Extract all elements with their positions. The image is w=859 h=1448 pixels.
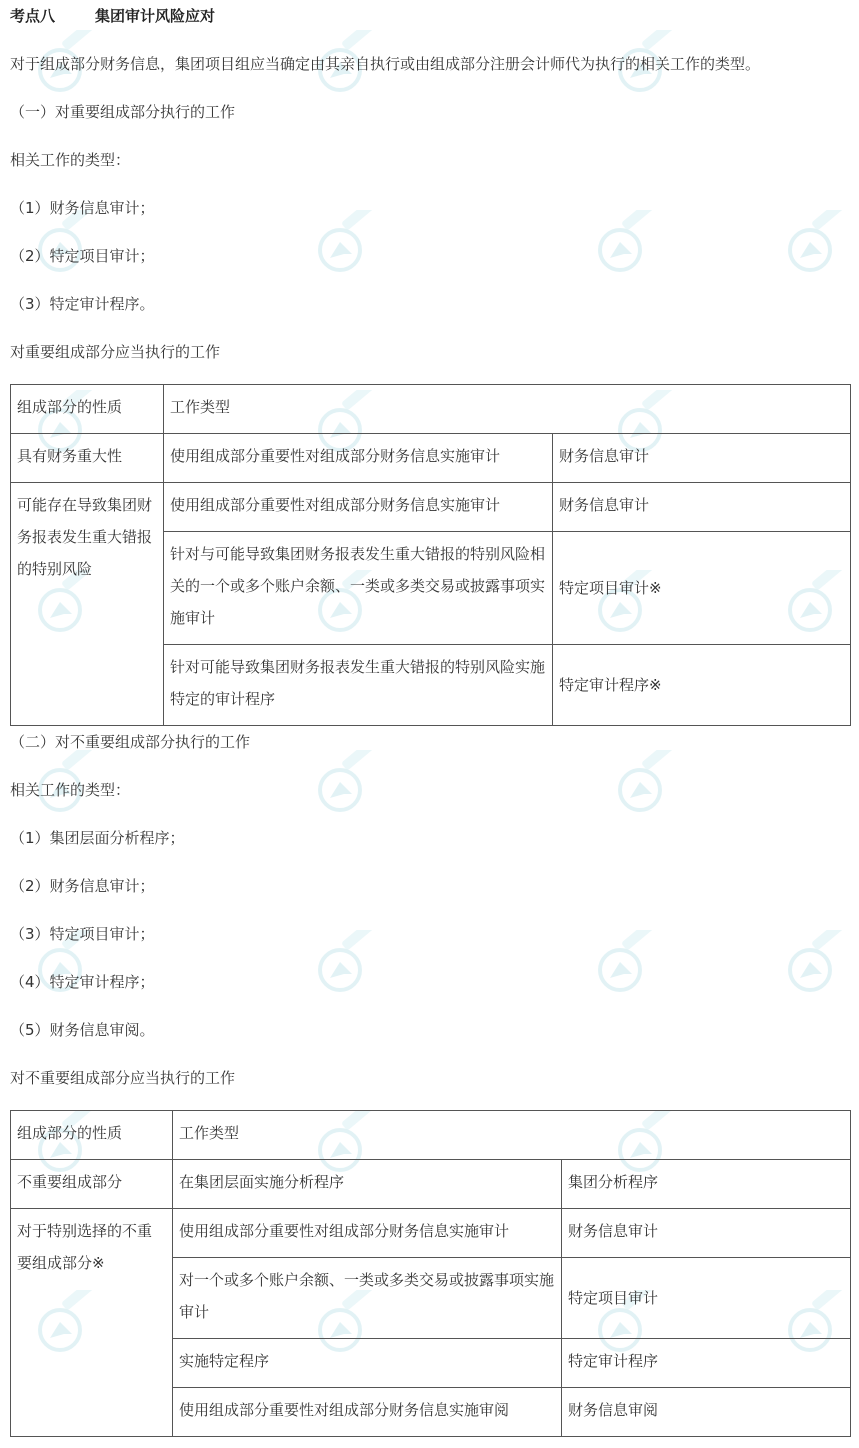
watermark-logo-icon <box>580 930 660 1014</box>
s2-heading: （二）对不重要组成部分执行的工作 <box>10 733 251 751</box>
type-cell: 特定项目审计 <box>562 1258 851 1339</box>
watermark-logo-icon <box>300 210 380 294</box>
work-cell: 对一个或多个账户余额、一类或多类交易或披露事项实施审计 <box>173 1258 562 1339</box>
nature-cell: 具有财务重大性 <box>11 434 164 483</box>
s2-item-3: （3）特定项目审计； <box>10 925 155 943</box>
header-nature: 组成部分的性质 <box>11 385 164 434</box>
s2-item-2: （2）财务信息审计； <box>10 877 155 895</box>
unimportant-components-table <box>10 1110 851 1437</box>
type-cell: 集团分析程序 <box>562 1160 851 1209</box>
s1-types-label: 相关工作的类型： <box>10 151 131 169</box>
header-nature: 组成部分的性质 <box>11 1111 173 1160</box>
table-row <box>11 1160 851 1209</box>
type-cell: 特定审计程序※ <box>553 645 851 726</box>
table-header-row <box>11 1111 851 1160</box>
table-row <box>11 1209 851 1258</box>
nature-cell: 可能存在导致集团财务报表发生重大错报的特别风险 <box>11 483 164 726</box>
s2-table-caption: 对不重要组成部分应当执行的工作 <box>10 1069 236 1087</box>
work-cell: 实施特定程序 <box>173 1339 562 1388</box>
nature-cell: 不重要组成部分 <box>11 1160 173 1209</box>
type-cell: 财务信息审计 <box>562 1209 851 1258</box>
s2-item-5: （5）财务信息审阅。 <box>10 1021 155 1039</box>
work-cell: 针对可能导致集团财务报表发生重大错报的特别风险实施特定的审计程序 <box>164 645 553 726</box>
section-number: 考点八 <box>10 7 56 25</box>
intro-paragraph: 对于组成部分财务信息，集团项目组应当确定由其亲自执行或由组成部分注册会计师代为执行的相关工作的类型。 <box>10 55 761 73</box>
s1-table-caption: 对重要组成部分应当执行的工作 <box>10 343 221 361</box>
watermark-logo-icon <box>770 930 850 1014</box>
watermark-logo-icon <box>300 930 380 1014</box>
work-cell: 使用组成部分重要性对组成部分财务信息实施审阅 <box>173 1388 562 1437</box>
header-work-type: 工作类型 <box>164 385 851 434</box>
watermark-logo-icon <box>580 210 660 294</box>
s1-item-3: （3）特定审计程序。 <box>10 295 155 313</box>
important-components-table <box>10 384 851 726</box>
table-row <box>11 434 851 483</box>
section-title <box>10 6 215 26</box>
table-row <box>11 483 851 532</box>
watermark-logo-icon <box>770 210 850 294</box>
work-cell: 针对与可能导致集团财务报表发生重大错报的特别风险相关的一个或多个账户余额、一类或多类交易或披露事项实施审计 <box>164 532 553 645</box>
work-cell: 使用组成部分重要性对组成部分财务信息实施审计 <box>173 1209 562 1258</box>
s1-item-1: （1）财务信息审计； <box>10 199 155 217</box>
table-header-row <box>11 385 851 434</box>
s2-types-label: 相关工作的类型： <box>10 781 131 799</box>
watermark-logo-icon <box>300 750 380 834</box>
nature-cell: 对于特别选择的不重要组成部分※ <box>11 1209 173 1437</box>
work-cell: 在集团层面实施分析程序 <box>173 1160 562 1209</box>
s2-item-1: （1）集团层面分析程序； <box>10 829 185 847</box>
type-cell: 特定项目审计※ <box>553 532 851 645</box>
s2-item-4: （4）特定审计程序； <box>10 973 155 991</box>
type-cell: 财务信息审计 <box>553 483 851 532</box>
type-cell: 特定审计程序 <box>562 1339 851 1388</box>
work-cell: 使用组成部分重要性对组成部分财务信息实施审计 <box>164 483 553 532</box>
s1-item-2: （2）特定项目审计； <box>10 247 155 265</box>
work-cell: 使用组成部分重要性对组成部分财务信息实施审计 <box>164 434 553 483</box>
watermark-logo-icon <box>600 750 680 834</box>
type-cell: 财务信息审计 <box>553 434 851 483</box>
header-work-type: 工作类型 <box>173 1111 851 1160</box>
s1-heading: （一）对重要组成部分执行的工作 <box>10 103 236 121</box>
section-title-text: 集团审计风险应对 <box>95 7 216 25</box>
type-cell: 财务信息审阅 <box>562 1388 851 1437</box>
